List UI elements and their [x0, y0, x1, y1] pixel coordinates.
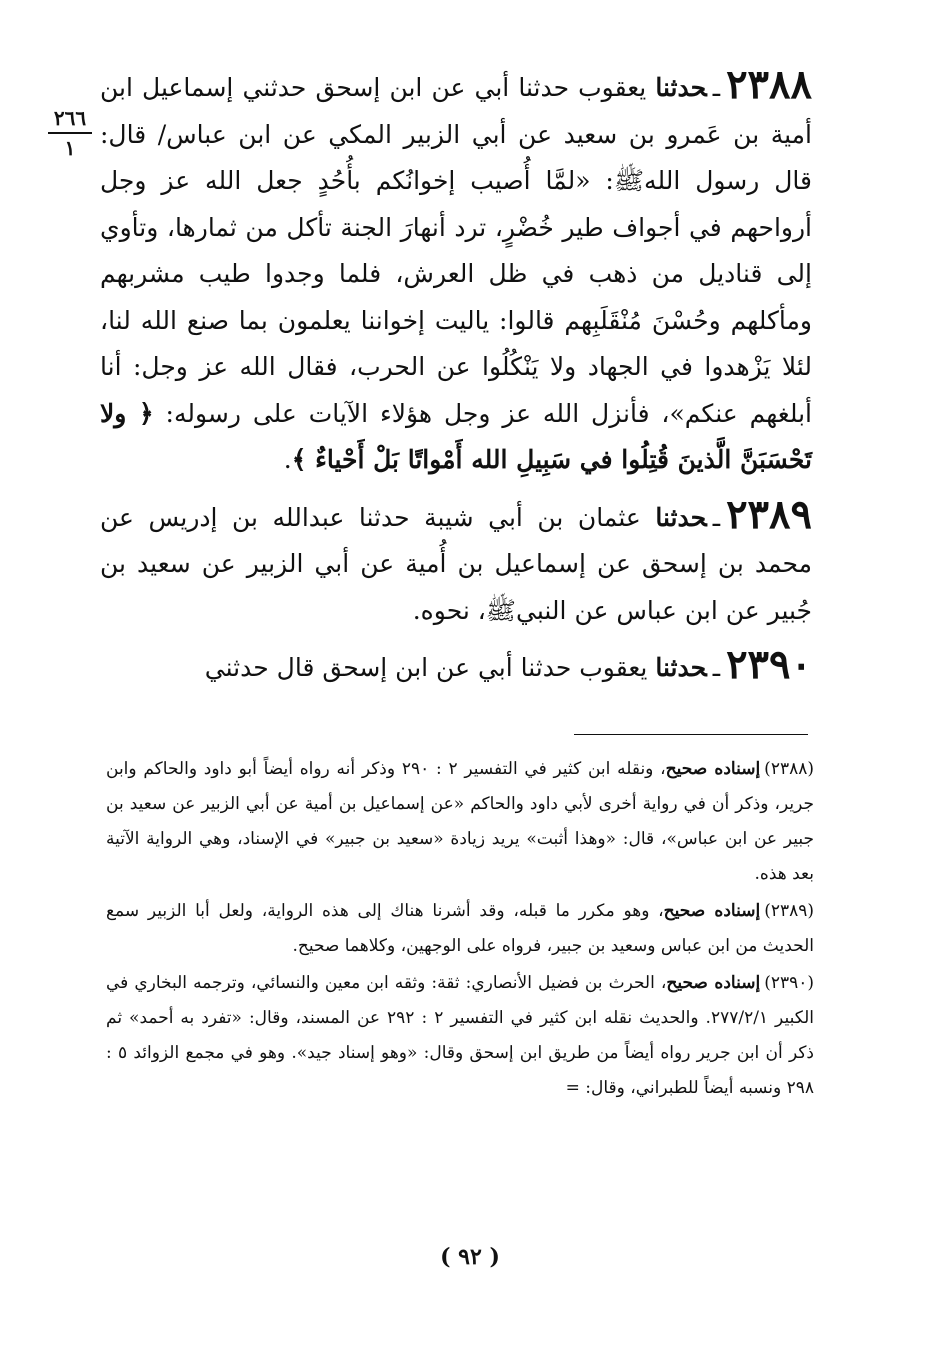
- footnote-separator: [574, 734, 808, 735]
- hadith-number: ٢٣٨٩: [726, 490, 812, 538]
- hadith-tail: .: [283, 445, 292, 474]
- footnote-text: ، ونقله ابن كثير في التفسير ٢ : ٢٩٠ وذكر أنه رواه أيضاً أبو داود والحاكم وابن جرير، وذكر أن في رواية أخرى لأبي داود والحاكم «عن إسماعيل بن أمية عن أبي الزبير عن سعيد بن جبير عن ابن عباس»، قال: «وهذا أثبت» يريد زيادة «سعيد بن جبير» في الإسناد، وهي الرواية الآتية بعد هذه.: [106, 759, 814, 884]
- hadith-dash: ـ: [712, 502, 721, 532]
- footnote-2390: [106, 966, 814, 1106]
- hadith-text: عثمان بن أبي شيبة حدثنا عبدالله بن إدريس عن محمد بن إسحق عن إسماعيل بن أُمية عن أبي الزبير عن سعيد بن جُبير عن ابن عباس عن النبيﷺ، نحوه.: [100, 502, 812, 625]
- hadith-number: ٢٣٩٠: [726, 641, 812, 688]
- hadith-number: ٢٣٨٨: [726, 61, 812, 108]
- footnote-text: ، الحرث بن فضيل الأنصاري: ثقة: وثقه ابن معين والنسائي، وترجمه البخاري في الكبير ٢٧٧/٢/١. والحديث نقله ابن كثير في التفسير ٢ : ٢٩٢ عن المسند، وقال: «تفرد به أحمد» ثم ذكر أن ابن جرير رواه أيضاً من طريق ابن إسحق وقال: «وهو إسناد جيد». وهو في مجمع الزوائد ٥ : ٢٩٨ ونسبه أيضاً للطبراني، وقال: =: [106, 973, 814, 1098]
- hadith-2390: [100, 642, 812, 692]
- footnote-ref: (٢٣٩٠): [764, 973, 814, 993]
- hadith-dash: ـ: [712, 73, 721, 102]
- footnote-grade: إسناده صحيح: [665, 759, 761, 779]
- page-number: ( ٩٢ ): [440, 1244, 500, 1270]
- main-text: [100, 62, 812, 700]
- hadith-lead-word: حدثنا: [655, 502, 707, 532]
- hadith-2388: [100, 62, 812, 484]
- hadith-text: يعقوب حدثنا أبي عن ابن إسحق حدثني إسماعيل ابن أمية بن عَمرو بن سعيد عن أبي الزبير المكي عن ابن عباس/ قال: قال رسول اللهﷺ: «لمَّا أُصيب إخوانُكم بأُحُدٍ جعل الله عز وجل أرواحهم في أجواف طير خُضْرٍ، ترد أنهارَ الجنة تأكل من ثمارها، وتأوي إلى قناديل من ذهب في ظل العرش، فلما وجدوا طيب مشربهم ومأكلهم وحُسْنَ مُنْقَلَبِهم قالوا: ياليت إخواننا يعلمون بما صنع الله لنا، لئلا يَزْهدوا في الجهاد ولا يَنْكُلُوا عن الحرب، فقال الله عز وجل: أنا أبلغهم عنكم»، فأنزل الله عز وجل هؤلاء الآيات على رسوله:: [100, 73, 812, 428]
- footnotes: [106, 752, 814, 1108]
- footnote-2388: [106, 752, 814, 892]
- quran-verse: ﴿ ولا تَحْسَبَنَّ الَّذينَ قُتِلُوا في سَبِيلِ الله أَمْواتًا بَلْ أَحْياءٌ ﴾: [100, 398, 812, 474]
- footnote-2389: [106, 894, 814, 964]
- margin-volume-reference: [48, 106, 92, 160]
- footnote-ref: (٢٣٨٩): [764, 901, 814, 921]
- footnote-text: ، وهو مكرر ما قبله، وقد أشرنا هناك إلى هذه الرواية، ولعل أبا الزبير سمع الحديث من ابن عباس وسعيد بن جبير، فرواه على الوجهين، وكلاهما صحيح.: [106, 901, 814, 956]
- margin-volume-number: ٢٦٦: [48, 106, 92, 134]
- footnote-ref: (٢٣٨٨): [764, 759, 814, 779]
- hadith-lead-word: حدثنا: [655, 653, 707, 682]
- hadith-2389: [100, 492, 812, 635]
- hadith-lead-word: حدثنا: [655, 73, 707, 102]
- margin-part-number: ١: [64, 136, 76, 160]
- footnote-grade: إسناده صحيح: [666, 973, 761, 993]
- hadith-dash: ـ: [712, 653, 721, 682]
- hadith-text: يعقوب حدثنا أبي عن ابن إسحق قال حدثني: [204, 653, 648, 682]
- footnote-grade: إسناده صحيح: [663, 901, 761, 921]
